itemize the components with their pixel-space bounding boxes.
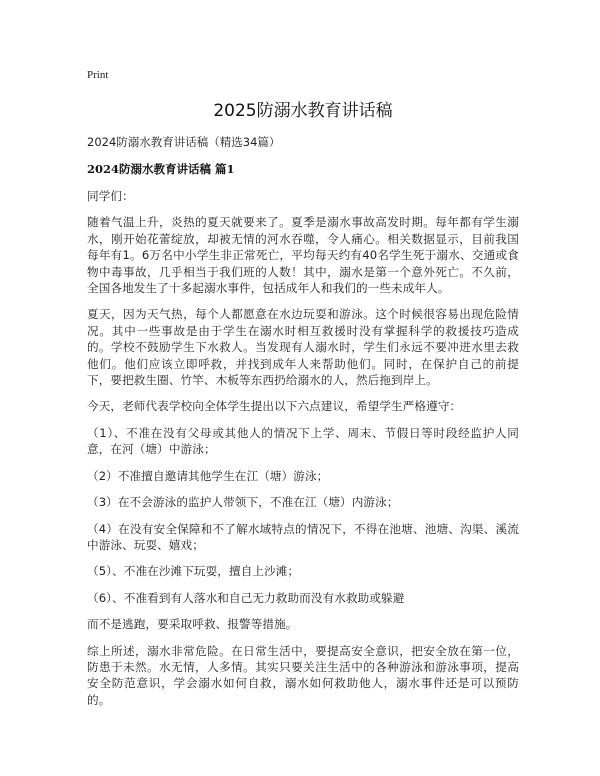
rule-item-3: （3）在不会游泳的监护人带领下，不准在江（塘）内游泳； (87, 495, 399, 510)
paragraph-rule-continuation: 而不是逃跑，要采取呼救、报警等措施。 (87, 617, 298, 632)
section-heading: 2024防溺水教育讲话稿 篇1 (87, 162, 235, 176)
paragraph-conclusion: 综上所述，溺水非常危险。在日常生活中，要提高安全意识，把安全放在第一位，防患于未然。水无情，人多情。其实只要关注生活中的各种游泳和游泳事项，提高安全防范意识，学会溺水如何自救，溺水如何救助他人，溺水事件还是可以预防的。 (87, 643, 519, 707)
rule-item-6: （6）、不准看到有人落水和自己无力救助而没有水救助或躲避 (87, 590, 405, 605)
document-page (87, 68, 519, 718)
rule-item-4: （4）在没有安全保障和不了解水域特点的情况下，不得在池塘、池塘、沟渠、溪流中游泳、玩耍、嬉戏； (87, 521, 519, 552)
paragraph-suggestions-intro: 今天，老师代表学校向全体学生提出以下六点建议，希望学生严格遵守： (87, 399, 462, 414)
rule-item-5: （5）、不准在沙滩下玩耍，擅自上沙滩； (87, 564, 300, 579)
rule-item-2: （2）不准擅自邀请其他学生在江（塘）游泳； (87, 468, 329, 483)
rule-item-1: （1）、不准在没有父母或其他人的情况下上学、周末、节假日等时段经监护人同意，在河（塘）中游泳； (87, 425, 519, 457)
paragraph-intro: 随着气温上升，炎热的夏天就要来了。夏季是溺水事故高发时期。每年都有学生溺水，刚开始花蕾绽放，却被无情的河水吞噬，令人痛心。相关数据显示，目前我国每年有1。6万名中小学生非正常死亡，平均每天约有40名学生死于溺水、交通或食物中毒事故，几乎相当于我们班的人数！其中，溺水是第一个意外死亡。不久前，全国各地发生了十多起溺水事件，包括成年人和我们的一些未成年人。 (87, 215, 519, 296)
document-title: 2025防溺水教育讲话稿 (213, 101, 393, 121)
paragraph-summer-danger: 夏天，因为天气热，每个人都愿意在水边玩耍和游泳。这个时候很容易出现危险情况。其中一些事故是由于学生在溺水时相互救援时没有掌握科学的救援技巧造成的。学校不鼓励学生下水救人。当发现有人溺水时，学生们永远不要冲进水里去救他们。他们应该立即呼救，并找到成年人来帮助他们。同时，在保护自己的前提下，要把救生圈、竹竿、木板等东西扔给溺水的人，然后拖到岸上。 (87, 307, 519, 388)
print-label: Print (87, 69, 109, 81)
paragraph-greeting: 同学们： (87, 189, 134, 203)
document-subtitle: 2024防溺水教育讲话稿（精选34篇） (87, 135, 281, 149)
